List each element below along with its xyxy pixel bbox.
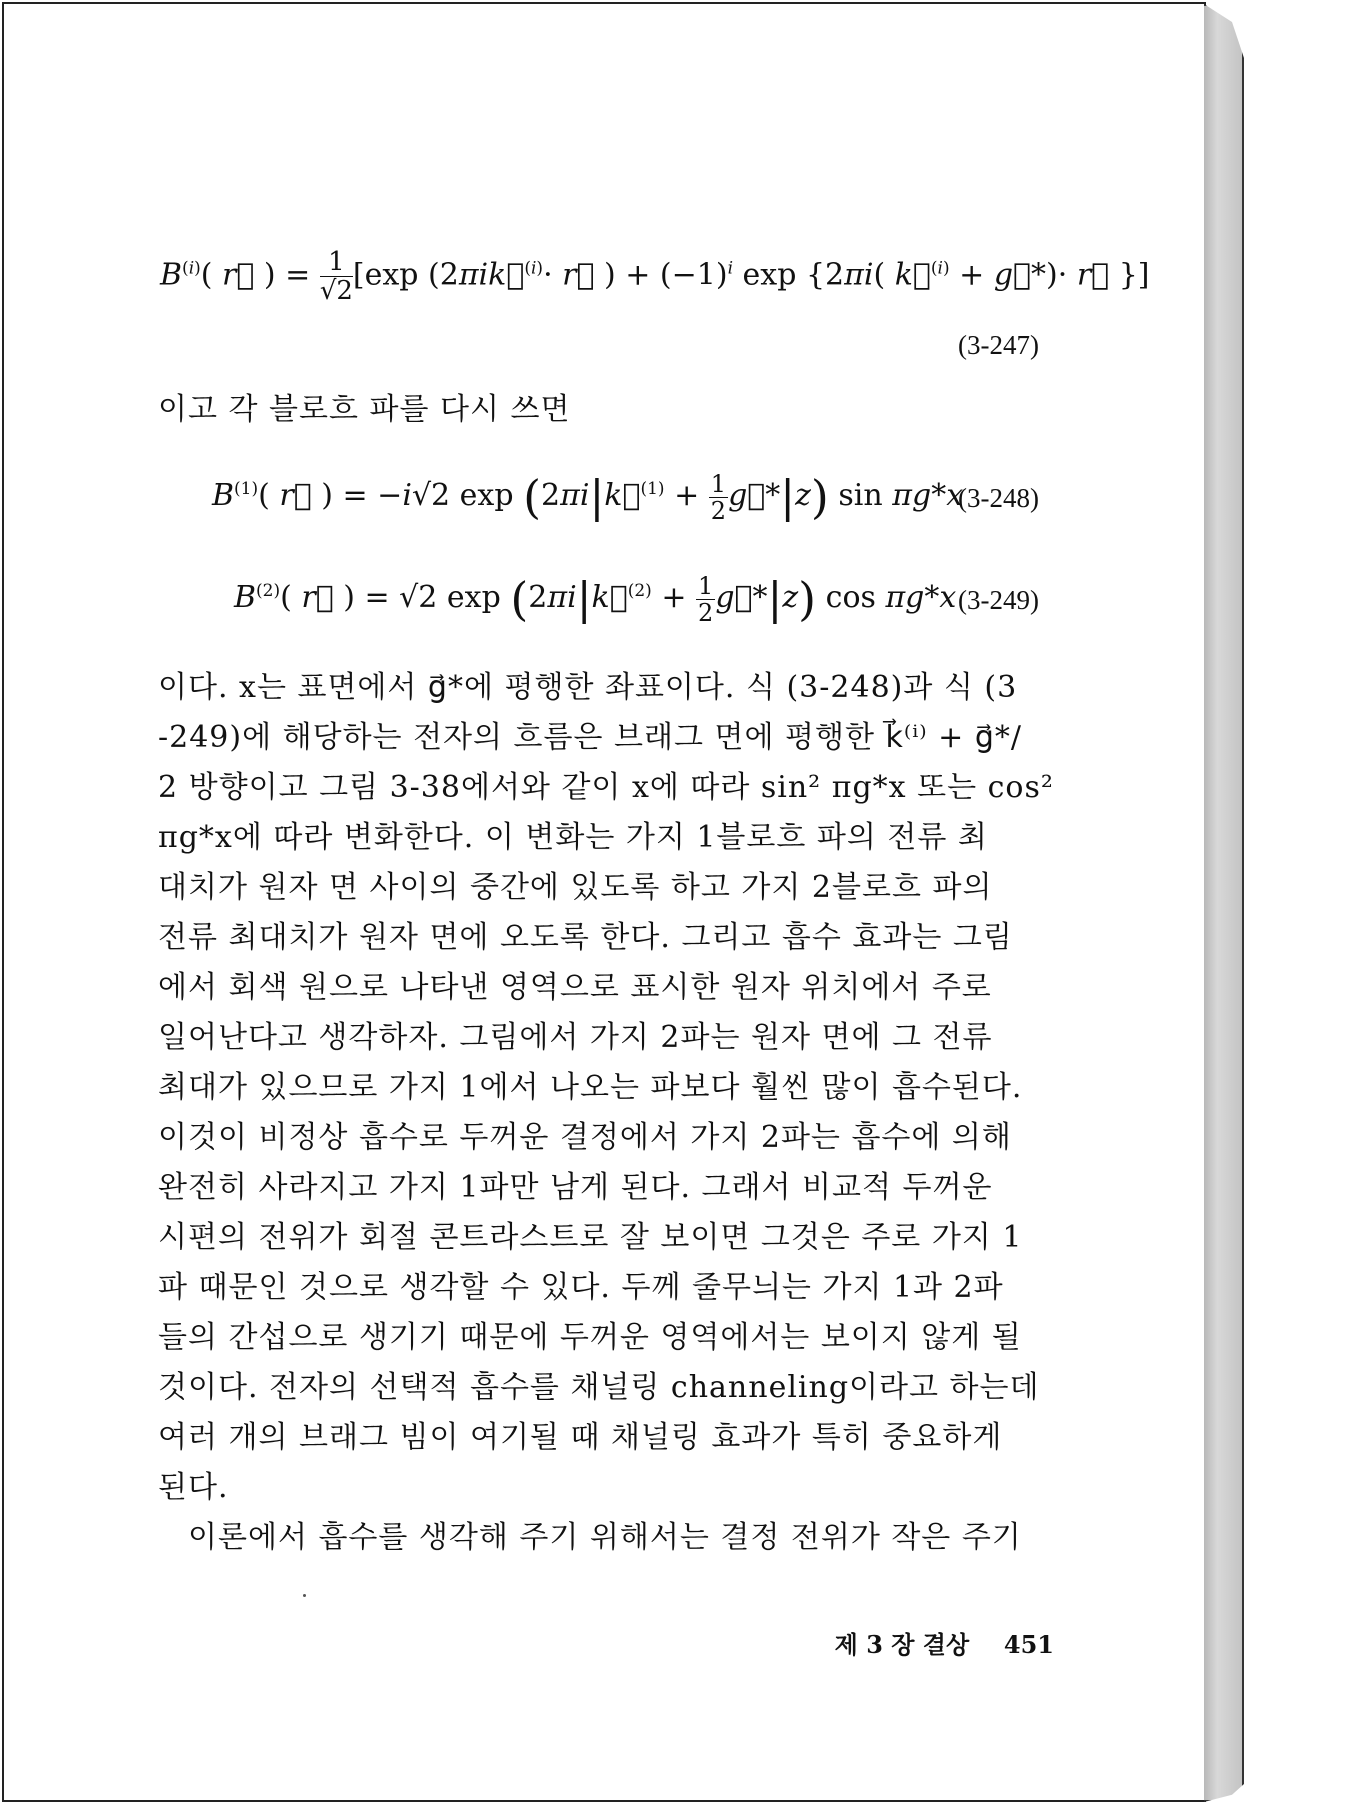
text-line: 시편의 전위가 회절 콘트라스트로 잘 보이면 그것은 주로 가지 1: [158, 1220, 1023, 1255]
text-line: 에서 회색 원으로 나타낸 영역으로 표시한 원자 위치에서 주로: [158, 970, 992, 1005]
text-line: 최대가 있으므로 가지 1에서 나오는 파보다 훨씬 많이 흡수된다.: [158, 1070, 1023, 1105]
text-line: 것이다. 전자의 선택적 흡수를 채널링 channeling이라고 하는데: [158, 1370, 1040, 1405]
text-line: 들의 간섭으로 생기기 때문에 두꺼운 영역에서는 보이지 않게 될: [158, 1320, 1022, 1355]
body-paragraph: [158, 663, 1058, 1563]
equation-number: (3-248): [958, 483, 1039, 513]
text-line: 2 방향이고 그림 3-38에서와 같이 x에 따라 sin² πg*x 또는 cos²: [158, 770, 1054, 805]
equation-3-247: $B^{(i)}$( r⃗ ) = $\frac{1}{√2}$ [exp (2πik⃗$^{(i)}$· r⃗ ) + $(-1)^i$ exp {2πi( k⃗$^{(i)}$ + g⃗*)· r⃗ }]: [160, 247, 1150, 306]
page-number: 451: [1003, 1630, 1054, 1659]
equation-3-248: $B^{(1)}$( r⃗ ) = −i√2 exp (2πi|k⃗$^{(1)}$ + $\frac{1}{2}$ g⃗*|z) sin πg*x: [212, 469, 964, 525]
page-footer: [835, 1625, 1054, 1660]
text-line: 완전히 사라지고 가지 1파만 남게 된다. 그래서 비교적 두꺼운: [158, 1170, 993, 1205]
text-line: 대치가 원자 면 사이의 중간에 있도록 하고 가지 2블로흐 파의: [158, 870, 993, 905]
equation-3-249: $B^{(2)}$( r⃗ ) = √2 exp (2πi|k⃗$^{(2)}$ + $\frac{1}{2}$ g⃗*|z) cos πg*x: [234, 571, 957, 627]
text-line: 전류 최대치가 원자 면에 오도록 한다. 그리고 흡수 효과는 그림: [158, 920, 1013, 955]
text-line: 여러 개의 브래그 빔이 여기될 때 채널링 효과가 특히 중요하게: [158, 1420, 1003, 1455]
chapter-title: 제 3 장 결상: [834, 1630, 970, 1659]
text-line: 이론에서 흡수를 생각해 주기 위해서는 결정 전위가 작은 주기: [188, 1520, 1022, 1555]
text-line: 이다. x는 표면에서 g⃗*에 평행한 좌표이다. 식 (3-248)과 식 (3: [158, 670, 1018, 705]
text-line: -249)에 해당하는 전자의 흐름은 브래그 면에 평행한 k⃗⁽ⁱ⁾ + g⃗*/: [158, 720, 1022, 755]
text-line: 된다.: [158, 1470, 229, 1505]
intro-line: 이고 각 블로흐 파를 다시 쓰면: [158, 392, 571, 427]
text-line: 일어난다고 생각하자. 그림에서 가지 2파는 원자 면에 그 전류: [158, 1020, 993, 1055]
text-line: 파 때문인 것으로 생각할 수 있다. 두께 줄무늬는 가지 1과 2파: [158, 1270, 1004, 1305]
text-line: 이것이 비정상 흡수로 두꺼운 결정에서 가지 2파는 흡수에 의해: [158, 1120, 1012, 1155]
speck: [303, 1594, 306, 1597]
page-stack-edge: [1204, 4, 1244, 1802]
equation-number: (3-249): [958, 585, 1039, 615]
text-line: πg*x에 따라 변화한다. 이 변화는 가지 1블로흐 파의 전류 최: [158, 820, 988, 855]
equation-number: (3-247): [958, 330, 1039, 360]
